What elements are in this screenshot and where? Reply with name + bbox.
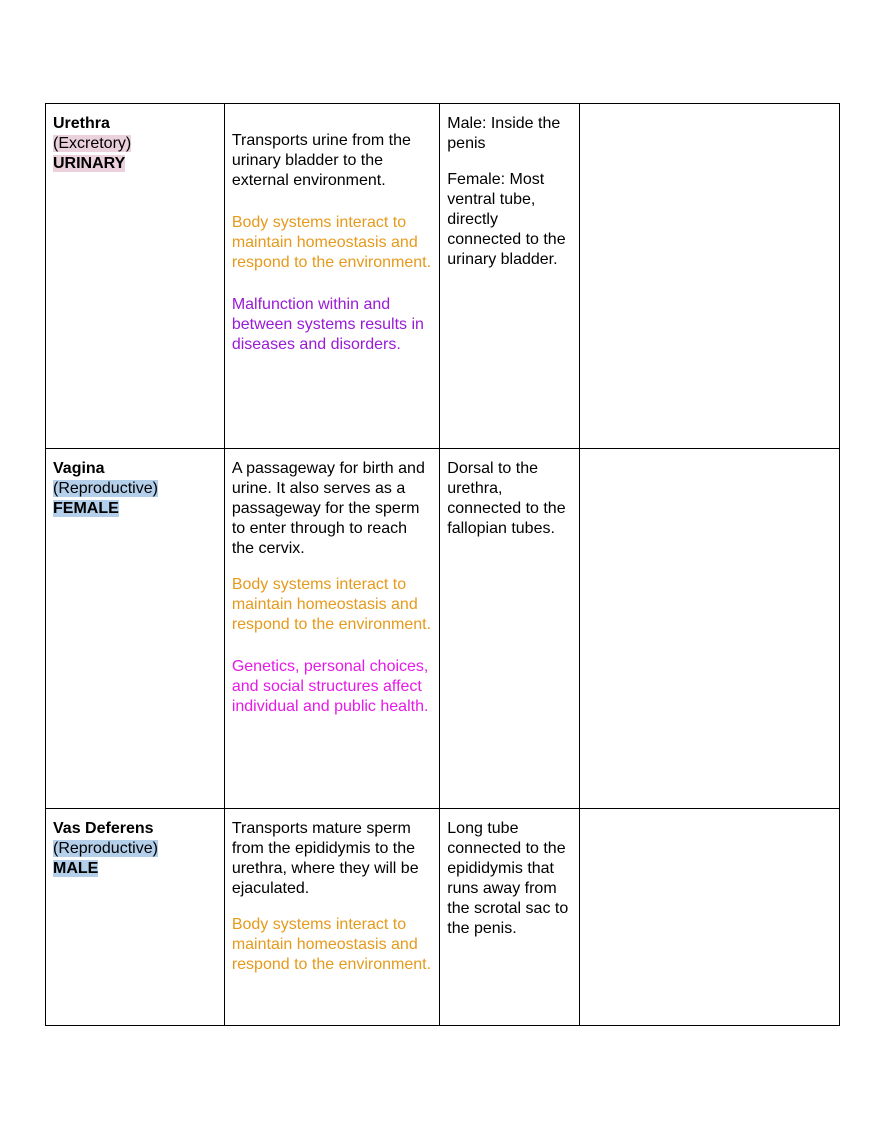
function-cell bbox=[224, 809, 439, 1026]
location-text-female: Female: Most ventral tube, directly connected to the urinary bladder. bbox=[447, 171, 566, 268]
theme-interact-text: Body systems interact to maintain homeostasis and respond to the environment. bbox=[231, 916, 432, 973]
location-cell bbox=[440, 104, 580, 449]
organ-name: Urethra bbox=[53, 115, 110, 132]
empty-cell bbox=[580, 449, 840, 809]
organ-name-cell bbox=[46, 449, 225, 809]
table-row bbox=[46, 449, 840, 809]
theme-interact-text: Body systems interact to maintain homeostasis and respond to the environment. bbox=[231, 576, 432, 633]
table-row bbox=[46, 104, 840, 449]
organ-system: (Reproductive) bbox=[53, 840, 158, 857]
empty-cell bbox=[580, 809, 840, 1026]
location-cell bbox=[440, 449, 580, 809]
organ-category: FEMALE bbox=[53, 500, 119, 517]
theme-genetics-text: Genetics, personal choices, and social structures affect individual and public health. bbox=[231, 658, 429, 715]
function-cell bbox=[224, 104, 439, 449]
theme-malfunction-text: Malfunction within and between systems results in diseases and disorders. bbox=[231, 296, 424, 353]
organ-name-cell bbox=[46, 809, 225, 1026]
function-text: Transports urine from the urinary bladder to the external environment. bbox=[231, 132, 411, 189]
function-cell bbox=[224, 449, 439, 809]
table-row bbox=[46, 809, 840, 1026]
organ-system: (Excretory) bbox=[53, 135, 132, 152]
organ-system: (Reproductive) bbox=[53, 480, 158, 497]
function-text: A passageway for birth and urine. It also serves as a passageway for the sperm to enter through to reach the cervix. bbox=[231, 460, 425, 557]
organ-category: MALE bbox=[53, 860, 99, 877]
location-text: Dorsal to the urethra, connected to the fallopian tubes. bbox=[447, 460, 566, 537]
organ-category: URINARY bbox=[53, 155, 126, 172]
organ-name: Vagina bbox=[53, 460, 105, 477]
location-text: Long tube connected to the epididymis that runs away from the scrotal sac to the penis. bbox=[447, 820, 569, 937]
organ-name: Vas Deferens bbox=[53, 820, 154, 837]
empty-cell bbox=[580, 104, 840, 449]
location-cell bbox=[440, 809, 580, 1026]
theme-interact-text: Body systems interact to maintain homeostasis and respond to the environment. bbox=[231, 214, 432, 271]
function-text: Transports mature sperm from the epididymis to the urethra, where they will be ejaculated. bbox=[231, 820, 419, 897]
organ-table bbox=[45, 103, 840, 1026]
organ-name-cell bbox=[46, 104, 225, 449]
location-text-male: Male: Inside the penis bbox=[447, 115, 561, 152]
